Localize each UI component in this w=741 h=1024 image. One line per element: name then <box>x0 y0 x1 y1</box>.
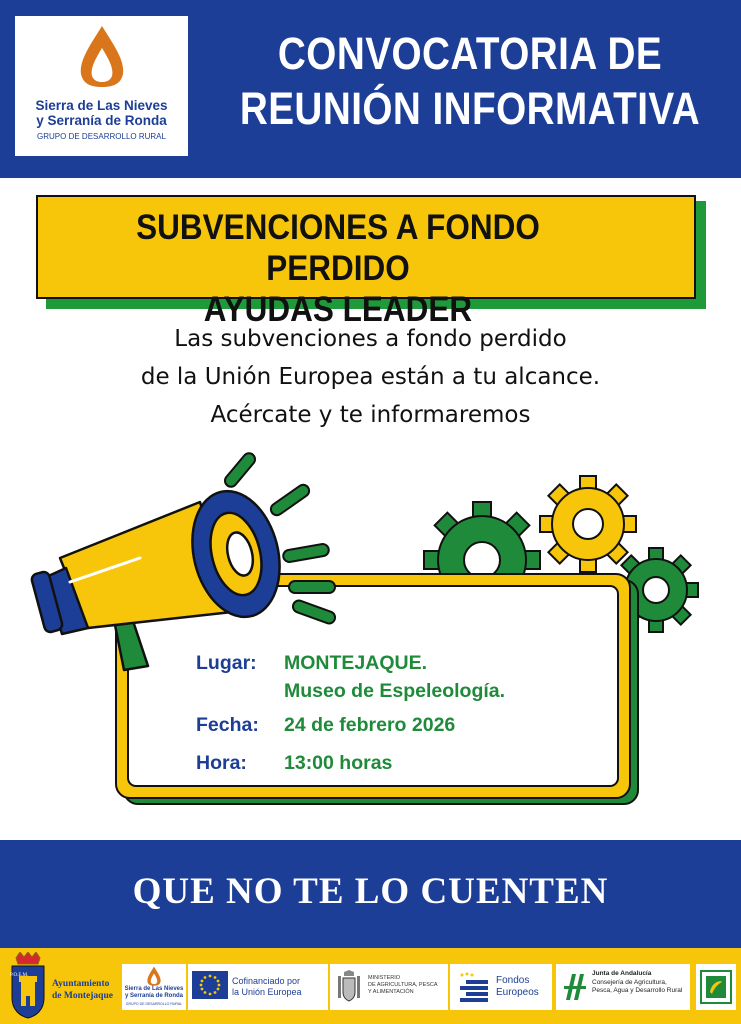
gdr-footer-line2: y Serranía de Ronda <box>124 993 184 999</box>
ministry-logo <box>330 964 448 1010</box>
title-line1: CONVOCATORIA DE <box>277 28 663 79</box>
eu-cofinance-logo <box>188 964 328 1010</box>
gdr-logo-name <box>15 98 188 128</box>
gdr-footer-sub: GRUPO DE DESARROLLO RURAL <box>125 1002 183 1006</box>
junta-line2: Consejería de Agricultura, <box>592 978 667 986</box>
place-value-venue: Museo de Espeleología. <box>284 680 506 702</box>
spain-coat-of-arms-icon <box>334 970 364 1004</box>
intro-text <box>0 320 741 434</box>
ministry-line1: MINISTERIO <box>368 975 401 981</box>
leader-icon <box>700 970 732 1004</box>
place-value-town: MONTEJAQUE. <box>284 652 428 674</box>
banner-text <box>68 207 608 330</box>
junta-andalucia-logo <box>556 964 690 1010</box>
eu-line1: Cofinanciado por <box>232 976 301 986</box>
ministry-line2: DE AGRICULTURA, PESCA <box>368 982 438 988</box>
page-title <box>238 26 702 136</box>
junta-andalucia-text <box>592 970 682 996</box>
banner-line2: AYUDAS LEADER <box>203 290 473 329</box>
intro-line2: de la Unión Europea están a tu alcance. <box>140 364 601 390</box>
subsidy-banner <box>36 195 696 329</box>
banner-line1: SUBVENCIONES A FONDO PERDIDO <box>136 208 540 288</box>
gdr-footer-line1: Sierra de Las Nieves <box>124 986 184 992</box>
slogan-text: QUE NO TE LO CUENTEN <box>132 871 609 912</box>
date-value: 24 de febrero 2026 <box>284 714 456 736</box>
eu-flag-icon <box>192 971 228 999</box>
gdr-logo-subtitle: GRUPO DE DESARROLLO RURAL <box>37 132 166 141</box>
eu-line2: la Unión Europea <box>232 987 302 997</box>
sponsor-footer <box>0 948 741 1024</box>
fondos-europeos-text <box>496 975 539 999</box>
fondos-europeos-icon <box>456 972 492 1004</box>
junta-andalucia-icon <box>562 970 588 1004</box>
intro-line3: Acércate y te informaremos <box>210 402 531 428</box>
date-label: Fecha: <box>196 714 259 736</box>
slogan-band <box>0 840 741 948</box>
ayuntamiento-logo-text <box>52 978 113 1002</box>
ayuntamiento-line1: Ayuntamiento <box>52 979 110 989</box>
junta-line3: Pesca, Agua y Desarrollo Rural <box>592 987 683 994</box>
mountain-drop-icon <box>77 24 127 88</box>
ayuntamiento-line2: de Montejaque <box>52 991 113 1001</box>
eu-cofinance-text <box>232 976 302 998</box>
gdr-logo <box>15 16 188 156</box>
header <box>0 0 741 178</box>
gdr-name-line1: Sierra de Las Nieves <box>35 98 168 113</box>
intro-line1: Las subvenciones a fondo perdido <box>174 326 567 352</box>
gear-icon-yellow <box>540 476 636 572</box>
montejaque-crest-icon <box>8 952 48 1020</box>
time-label: Hora: <box>196 752 247 774</box>
fondos-line2: Europeos <box>496 987 539 998</box>
crest-motto: P.O.E.M. <box>10 973 29 978</box>
gdr-footer-logo <box>122 964 186 1010</box>
fondos-line1: Fondos <box>496 975 530 986</box>
gdr-footer-text <box>122 986 186 1000</box>
place-label: Lugar: <box>196 652 257 674</box>
fondos-europeos-logo <box>450 964 552 1010</box>
title-line2: REUNIÓN INFORMATIVA <box>239 83 701 134</box>
gdr-name-line2: y Serranía de Ronda <box>36 113 167 128</box>
ministry-text <box>368 975 438 996</box>
junta-line1: Junta de Andalucía <box>592 970 652 977</box>
time-value: 13:00 horas <box>284 752 393 774</box>
ministry-line3: Y ALIMENTACIÓN <box>368 989 414 995</box>
leader-logo <box>696 964 736 1010</box>
mountain-drop-icon-small <box>146 966 162 986</box>
